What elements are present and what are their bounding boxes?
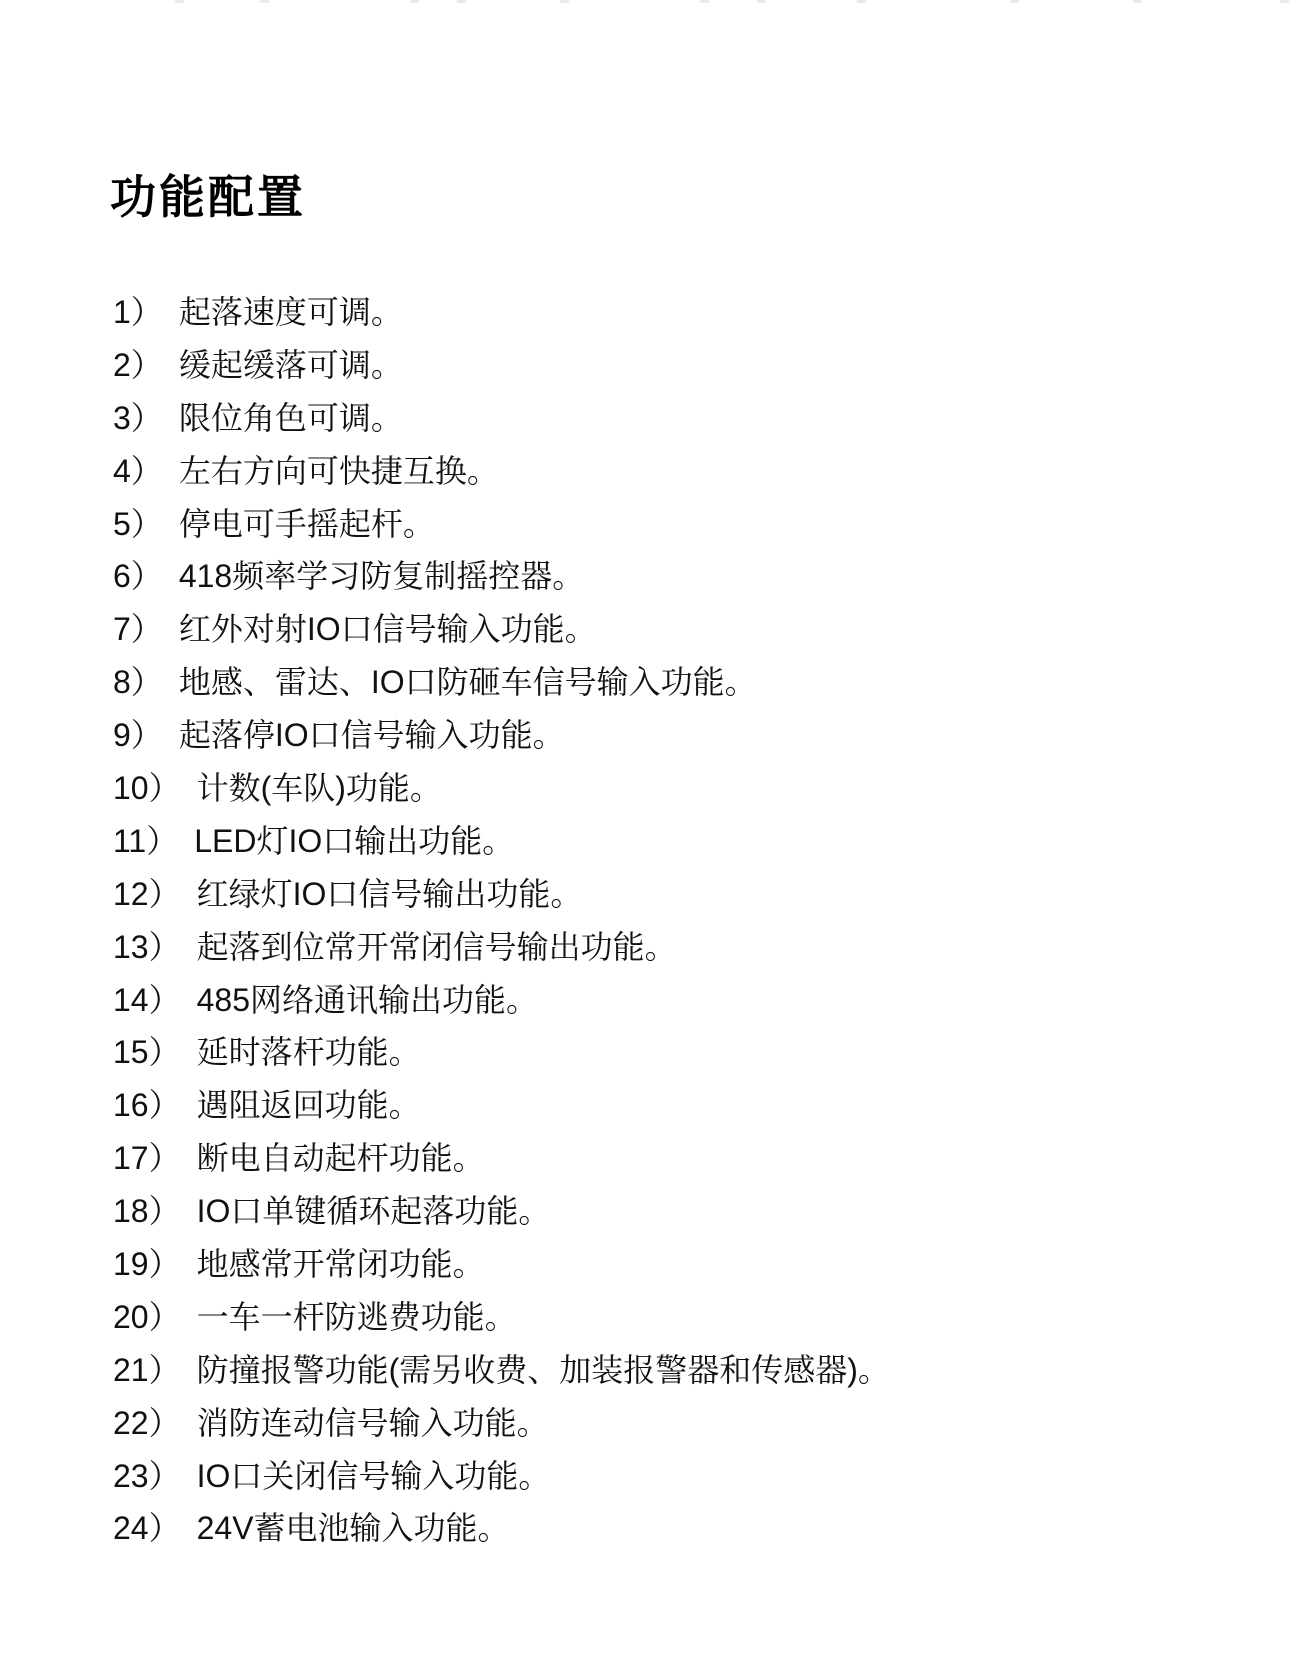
feature-item-number: 2） (113, 346, 163, 383)
feature-list-item (113, 1245, 890, 1298)
feature-list-item (113, 1457, 890, 1510)
cropped-text-remnant (1280, 0, 1289, 3)
feature-list-item (113, 399, 890, 452)
feature-item-text: 起落停IO口信号输入功能。 (178, 717, 565, 754)
feature-list-item (113, 822, 890, 875)
feature-item-text: 停电可手摇起杆。 (178, 505, 435, 542)
cropped-text-remnant (260, 0, 269, 3)
feature-list-item (113, 769, 890, 822)
feature-item-text: 一车一杆防逃费功能。 (196, 1298, 517, 1335)
feature-item-text: 红外对射IO口信号输入功能。 (178, 611, 597, 648)
feature-list-item (113, 610, 890, 663)
feature-item-text: 485网络通讯输出功能。 (196, 981, 539, 1018)
feature-list-item (113, 346, 890, 399)
feature-item-text: 防撞报警功能(需另收费、加装报警器和传感器)。 (196, 1351, 890, 1388)
feature-list-item (113, 1509, 890, 1562)
feature-item-text: 地感、雷达、IO口防砸车信号输入功能。 (178, 664, 757, 701)
feature-item-number: 4） (113, 452, 163, 489)
feature-item-number: 14） (113, 981, 181, 1018)
feature-item-text: 缓起缓落可调。 (178, 346, 403, 383)
feature-item-number: 16） (113, 1087, 181, 1124)
feature-item-number: 18） (113, 1193, 181, 1230)
feature-item-number: 1） (113, 294, 163, 330)
feature-item-number: 11） (113, 822, 179, 859)
feature-item-text: IO口单键循环起落功能。 (196, 1193, 551, 1230)
feature-item-number: 24） (113, 1510, 181, 1547)
feature-item-text: 遇阻返回功能。 (196, 1087, 421, 1124)
feature-list-item (113, 1033, 890, 1086)
feature-item-text: LED灯IO口输出功能。 (194, 822, 515, 859)
feature-item-number: 6） (113, 558, 163, 595)
feature-item-number: 13） (113, 928, 181, 965)
feature-item-number: 9） (113, 717, 163, 754)
feature-item-number: 5） (113, 505, 163, 542)
feature-list-item (113, 293, 890, 346)
feature-list-item (113, 1351, 890, 1404)
feature-list-item (113, 557, 890, 610)
feature-list-item (113, 928, 890, 981)
cropped-text-remnant (1133, 0, 1142, 3)
feature-item-text: 起落到位常开常闭信号输出功能。 (196, 928, 677, 965)
feature-item-text: 限位角色可调。 (178, 399, 403, 436)
cropped-text-remnant (700, 0, 709, 3)
feature-item-text: 24V蓄电池输入功能。 (196, 1510, 510, 1547)
feature-item-number: 20） (113, 1298, 181, 1335)
cropped-text-remnant (560, 0, 569, 3)
feature-list-item (113, 1404, 890, 1457)
feature-list-item (113, 1139, 890, 1192)
feature-item-number: 3） (113, 399, 163, 436)
feature-list-item (113, 716, 890, 769)
feature-list-item (113, 663, 890, 716)
page-title: 功能配置 (110, 171, 306, 223)
feature-item-number: 21） (113, 1351, 181, 1388)
feature-item-number: 12） (113, 875, 181, 912)
feature-item-text: 红绿灯IO口信号输出功能。 (196, 875, 583, 912)
feature-item-number: 8） (113, 664, 163, 701)
feature-list-item (113, 452, 890, 505)
feature-item-number: 10） (113, 770, 181, 807)
feature-list-item (113, 1192, 890, 1245)
feature-item-number: 7） (113, 611, 163, 648)
cropped-text-remnant (457, 0, 466, 3)
feature-item-text: 计数(车队)功能。 (196, 770, 442, 807)
feature-item-text: 消防连动信号输入功能。 (196, 1404, 549, 1441)
feature-item-number: 17） (113, 1140, 181, 1177)
cropped-text-remnant (1010, 0, 1019, 3)
cropped-line-remnants (0, 0, 1300, 6)
feature-list-item (113, 981, 890, 1034)
feature-list-item (113, 1086, 890, 1139)
feature-item-text: 延时落杆功能。 (196, 1034, 421, 1071)
cropped-text-remnant (757, 0, 766, 3)
feature-item-text: IO口关闭信号输入功能。 (196, 1457, 551, 1494)
feature-item-text: 地感常开常闭功能。 (196, 1246, 485, 1283)
feature-item-text: 左右方向可快捷互换。 (178, 452, 499, 489)
feature-list (113, 293, 890, 1562)
feature-item-text: 418频率学习防复制摇控器。 (178, 558, 585, 595)
feature-item-text: 起落速度可调。 (178, 294, 403, 330)
cropped-text-remnant (175, 0, 184, 3)
cropped-text-remnant (410, 0, 419, 3)
feature-item-number: 19） (113, 1246, 181, 1283)
feature-list-item (113, 1298, 890, 1351)
feature-item-number: 22） (113, 1404, 181, 1441)
feature-list-item (113, 505, 890, 558)
cropped-text-remnant (857, 0, 866, 3)
feature-list-item (113, 875, 890, 928)
feature-item-number: 15） (113, 1034, 181, 1071)
feature-item-number: 23） (113, 1457, 181, 1494)
feature-item-text: 断电自动起杆功能。 (196, 1140, 485, 1177)
